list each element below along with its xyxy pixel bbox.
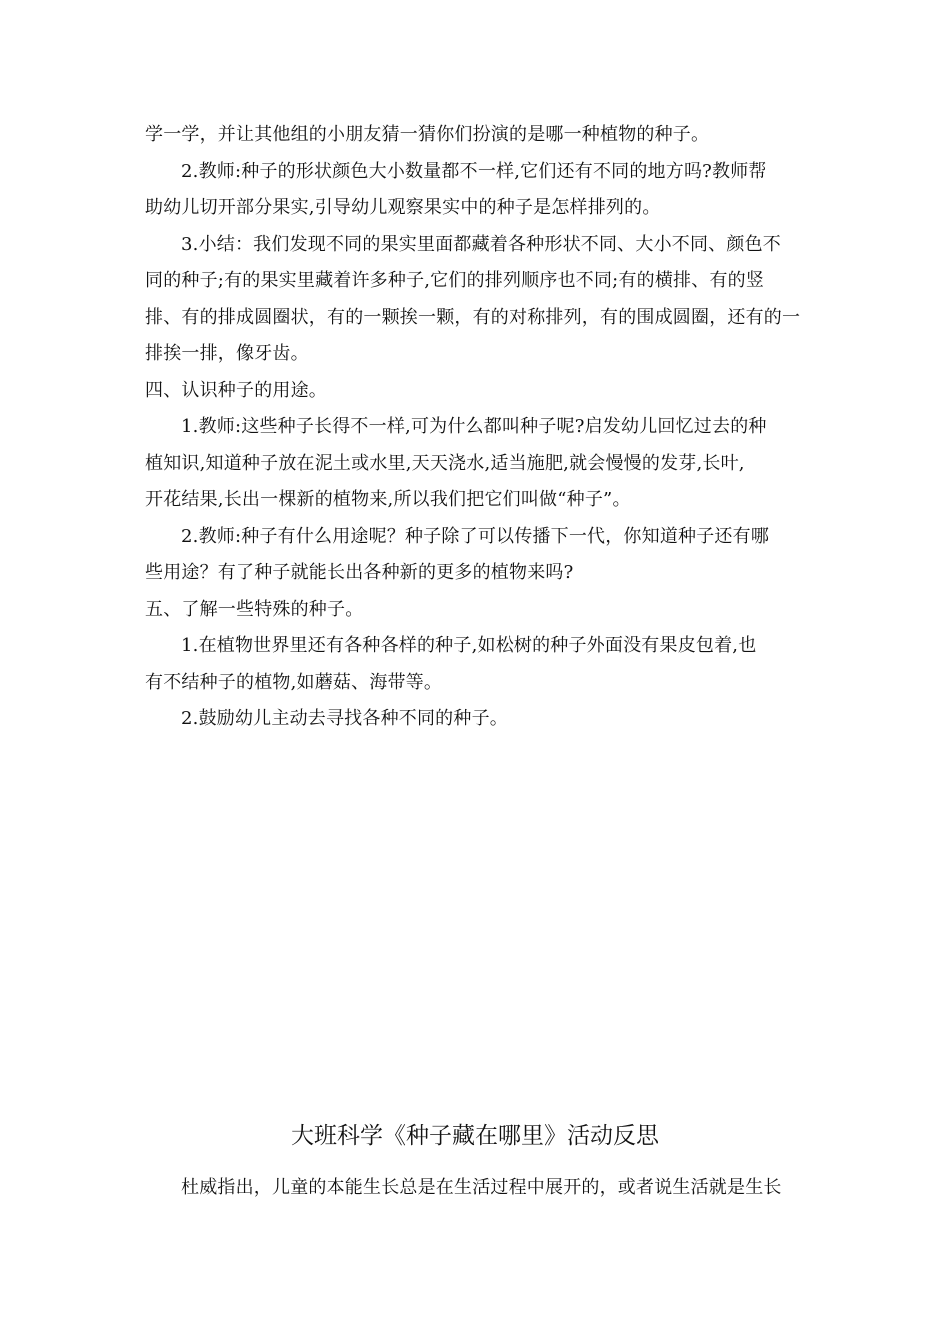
text-line: 2.教师:种子的形状颜色大小数量都不一样,它们还有不同的地方吗?教师帮 [181, 160, 767, 182]
text-line: 1.在植物世界里还有各种各样的种子,如松树的种子外面没有果皮包着,也 [181, 635, 757, 656]
reflection-body [145, 1170, 810, 1207]
text-line: 2.鼓励幼儿主动去寻找各种不同的种子。 [181, 708, 508, 729]
section-heading: 四、认识种子的用途。 [145, 379, 327, 401]
text-line: 有不结种子的植物,如蘑菇、海带等。 [145, 671, 443, 693]
text-line: 植知识,知道种子放在泥土或水里,天天浇水,适当施肥,就会慢慢的发芽,长叶, [145, 452, 745, 474]
section-heading: 五、了解一些特殊的种子。 [145, 598, 364, 620]
text-line: 排、有的排成圆圈状，有的一颗挨一颗，有的对称排列，有的围成圆圈，还有的一 [145, 306, 801, 328]
document-body [145, 117, 810, 738]
text-line: 3.小结：我们发现不同的果实里面都藏着各种形状不同、大小不同、颜色不 [181, 233, 781, 255]
text-line: 排挨一排，像牙齿。 [145, 343, 309, 364]
text-line: 些用途？有了种子就能长出各种新的更多的植物来吗? [145, 562, 574, 583]
text-line: 学一学，并让其他组的小朋友猜一猜你们扮演的是哪一种植物的种子。 [145, 124, 710, 145]
text-line: 开花结果,长出一棵新的植物来,所以我们把它们叫做“种子”。 [145, 489, 631, 510]
text-line: 同的种子;有的果实里藏着许多种子,它们的排列顺序也不同;有的横排、有的竖 [145, 270, 765, 291]
text-line: 杜威指出，儿童的本能生长总是在生活过程中展开的，或者说生活就是生长 [181, 1177, 782, 1198]
text-line: 2.教师:种子有什么用途呢？种子除了可以传播下一代，你知道种子还有哪 [181, 525, 770, 547]
reflection-title: 大班科学《种子藏在哪里》活动反思 [291, 1123, 659, 1149]
text-line: 助幼儿切开部分果实,引导幼儿观察果实中的种子是怎样排列的。 [145, 197, 661, 218]
text-line: 1.教师:这些种子长得不一样,可为什么都叫种子呢?启发幼儿回忆过去的种 [181, 416, 767, 437]
